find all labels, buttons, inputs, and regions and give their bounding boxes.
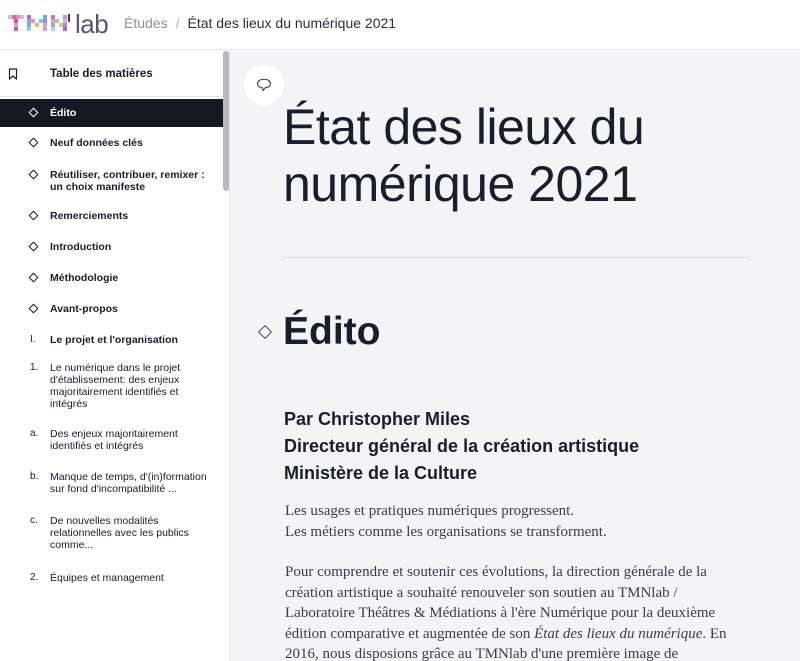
breadcrumb-separator: / xyxy=(175,15,180,31)
toc-item[interactable] xyxy=(0,160,229,201)
diamond-shape xyxy=(29,304,39,314)
paragraph-text: . En 2016, nous disposions grâce au TMNlab d'une première image de xyxy=(285,625,727,661)
toc-item-label: Le projet et l'organisation xyxy=(50,334,178,346)
toc-item-number: c. xyxy=(30,515,38,526)
diamond-icon xyxy=(0,137,50,150)
breadcrumb-current: État des lieux du numérique 2021 xyxy=(187,15,397,31)
toc-item-label: Équipes et management xyxy=(50,572,164,584)
toc-item-label: Le numérique dans le projet d'établissement: des enjeux majoritairement identifiés et intégrés xyxy=(50,362,181,410)
toc-item-label: Neuf données clés xyxy=(50,137,143,149)
author-name: Par Christopher Miles xyxy=(284,409,471,429)
toc-item-number: I. xyxy=(30,334,36,345)
diamond-icon xyxy=(0,107,50,120)
document-content xyxy=(230,51,800,661)
toc-item[interactable] xyxy=(0,99,229,127)
toc-item[interactable] xyxy=(0,294,229,325)
table-of-contents-sidebar xyxy=(0,51,230,661)
toc-item[interactable] xyxy=(0,325,229,354)
toc-item[interactable] xyxy=(0,263,229,294)
diamond-icon xyxy=(0,303,50,316)
sidebar-scrollbar[interactable] xyxy=(222,51,230,661)
toc-item-label: Méthodologie xyxy=(50,272,119,284)
section-title: Édito xyxy=(283,310,381,353)
comment-button[interactable] xyxy=(244,65,284,105)
breadcrumb xyxy=(124,15,396,31)
toc-item-label: Remerciements xyxy=(50,210,129,222)
diamond-icon xyxy=(258,325,272,339)
author-org: Ministère de la Culture xyxy=(284,463,478,483)
diamond-shape xyxy=(29,273,39,283)
paragraph xyxy=(285,562,745,661)
toc-item[interactable] xyxy=(0,354,229,420)
toc-item-number: a. xyxy=(30,428,39,439)
toc-title: Table des matières xyxy=(50,67,153,80)
toc-item-label: Réutiliser, contribuer, remixer : un choix manifeste xyxy=(50,169,205,193)
toc-item-label: Des enjeux majoritairement identifiés et intégrés xyxy=(50,428,178,452)
toc-item-number: b. xyxy=(30,471,39,482)
toc-item-label: Édito xyxy=(50,107,77,119)
toc-item[interactable] xyxy=(0,127,229,160)
article-body xyxy=(285,501,745,661)
diamond-icon xyxy=(0,210,50,223)
toc-item-label: Avant-propos xyxy=(50,303,118,315)
toc-item[interactable] xyxy=(0,462,229,506)
bookmark-icon[interactable] xyxy=(0,68,26,80)
toc-item-number: 2. xyxy=(30,572,39,583)
toc-item[interactable] xyxy=(0,201,229,232)
diamond-shape xyxy=(29,108,39,118)
toc-header xyxy=(0,51,229,97)
toc-item[interactable] xyxy=(0,562,229,594)
diamond-shape xyxy=(29,170,39,180)
paragraph-line: Les usages et pratiques numériques progressent. xyxy=(285,503,575,519)
logo-text: lab xyxy=(75,9,109,39)
diamond-icon xyxy=(0,169,50,182)
sidebar-scrollbar-thumb[interactable] xyxy=(223,51,229,191)
top-header xyxy=(0,0,800,50)
diamond-icon xyxy=(0,241,50,254)
toc-item[interactable] xyxy=(0,232,229,263)
title-divider xyxy=(283,257,749,258)
diamond-icon xyxy=(0,272,50,285)
toc-item[interactable] xyxy=(0,420,229,462)
toc-item-number: 1. xyxy=(30,362,39,373)
diamond-shape xyxy=(29,242,39,252)
speech-bubble-icon xyxy=(256,78,272,92)
paragraph xyxy=(285,501,745,542)
toc-item-label: Manque de temps, d'(in)formation sur fond d'incompatibilité ... xyxy=(50,471,207,495)
toc-item-label: Introduction xyxy=(50,241,112,253)
toc-list xyxy=(0,99,229,594)
toc-item[interactable] xyxy=(0,506,229,562)
breadcrumb-etudes-link[interactable]: Études xyxy=(124,15,168,31)
paragraph-line: Les métiers comme les organisations se transforment. xyxy=(285,523,607,540)
diamond-shape xyxy=(29,211,39,221)
publication-title: État des lieux du numérique xyxy=(534,625,703,642)
author-block xyxy=(284,406,639,487)
author-role: Directeur général de la création artistique xyxy=(284,436,640,456)
section-heading xyxy=(260,309,380,355)
toc-item-label: De nouvelles modalités relationnelles avec les publics comme... xyxy=(50,515,189,551)
paragraph-text: Pour comprendre et soutenir ces évolutions, la direction générale de la création artistique a souhaité renouveler son soutien au TMNlab / Laboratoire Théâtres & Médiations à l'ère Numérique pour la deuxième édition comparative et augmentée de son xyxy=(285,564,716,642)
tmn-logo-mark xyxy=(8,14,74,34)
document-title: État des lieux du numérique 2021 xyxy=(283,99,645,212)
tmnlab-logo[interactable] xyxy=(8,11,108,37)
diamond-shape xyxy=(29,138,39,148)
